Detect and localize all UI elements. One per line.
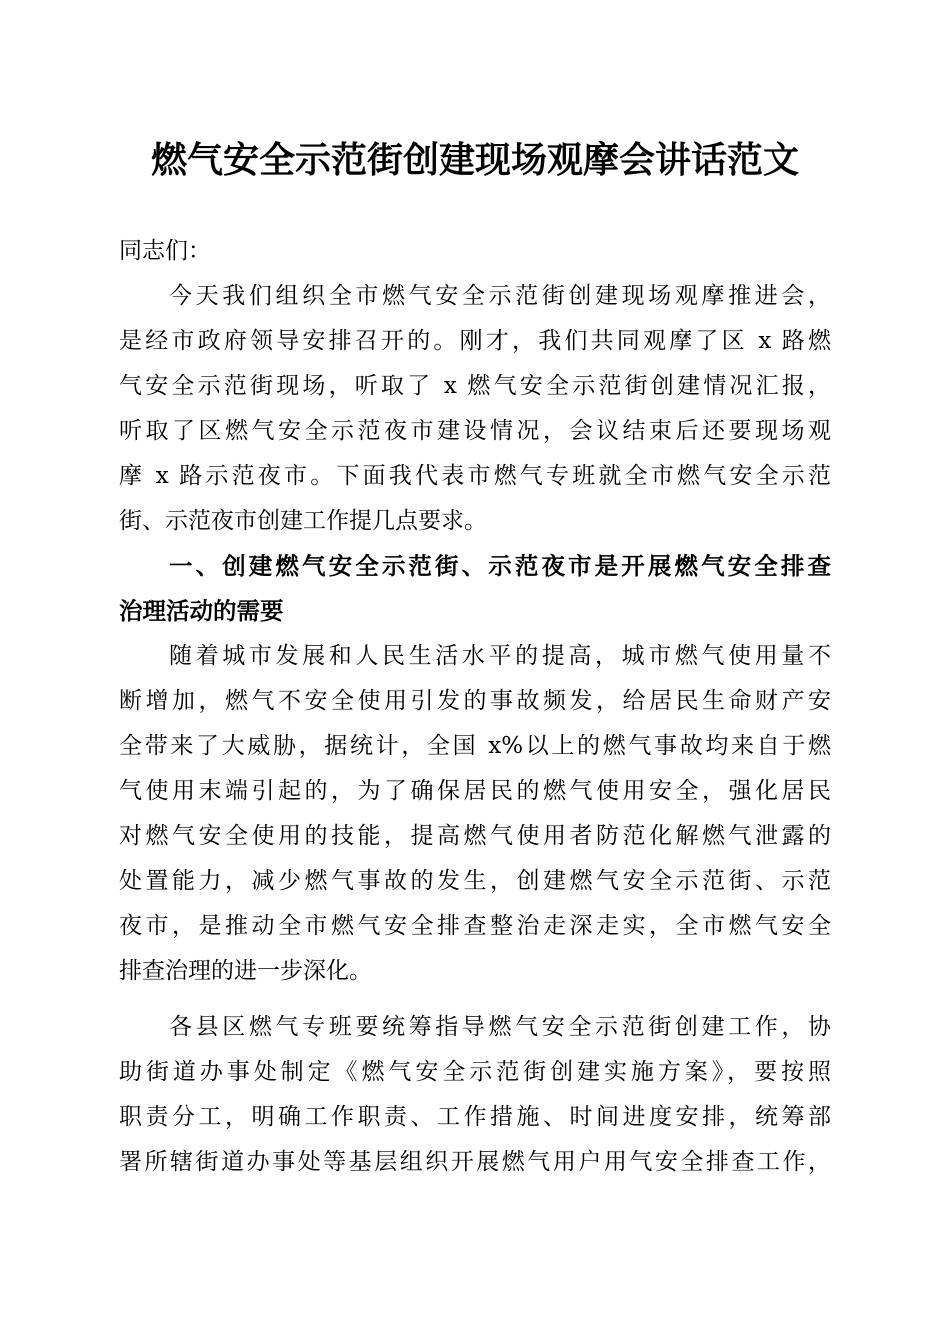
paragraph-line: 是经市政府领导安排召开的。刚才，我们共同观摩了区 x 路燃 (119, 328, 831, 354)
paragraph-line: 随着城市发展和人民生活水平的提高，城市燃气使用量不 (169, 643, 831, 669)
paragraph-1 (119, 274, 831, 544)
paragraph-line: 署所辖街道办事处等基层组织开展燃气用户用气安全排查工作， (119, 1149, 831, 1175)
paragraph-line: 排查治理的进一步深化。 (119, 958, 372, 984)
paragraph-line: 街、示范夜市创建工作提几点要求。 (119, 508, 487, 534)
heading-line: 一、创建燃气安全示范街、示范夜市是开展燃气安全排查 (169, 552, 831, 580)
paragraph-line: 摩 x 路示范夜市。下面我代表市燃气专班就全市燃气安全示范 (119, 463, 831, 489)
paragraph-line: 气使用末端引起的，为了确保居民的燃气使用安全，强化居民 (119, 778, 831, 804)
salutation: 同志们： (119, 238, 211, 264)
section-heading-1 (119, 544, 831, 634)
heading-line: 治理活动的需要 (119, 597, 284, 625)
paragraph-line: 职责分工，明确工作职责、工作措施、时间进度安排，统筹部 (119, 1104, 831, 1130)
document-title: 燃气安全示范街创建现场观摩会讲话范文 (150, 139, 799, 181)
document-body (119, 229, 831, 1185)
paragraph-line: 各县区燃气专班要统筹指导燃气安全示范街创建工作，协 (169, 1014, 831, 1040)
paragraph-line: 断增加，燃气不安全使用引发的事故频发，给居民生命财产安 (119, 688, 831, 714)
paragraph-line: 处置能力，减少燃气事故的发生，创建燃气安全示范街、示范 (119, 868, 831, 894)
paragraph-line: 听取了区燃气安全示范夜市建设情况，会议结束后还要现场观 (119, 418, 831, 444)
paragraph-2 (119, 634, 831, 994)
paragraph-line: 夜市，是推动全市燃气安全排查整治走深走实，全市燃气安全 (119, 913, 831, 939)
paragraph-gap (119, 994, 831, 1005)
paragraph-line: 全带来了大威胁，据统计，全国 x%以上的燃气事故均来自于燃 (119, 733, 831, 759)
paragraph-3 (119, 1005, 831, 1185)
paragraph-line: 对燃气安全使用的技能，提高燃气使用者防范化解燃气泄露的 (119, 823, 831, 849)
paragraph-line: 今天我们组织全市燃气安全示范街创建现场观摩推进会， (169, 283, 831, 309)
paragraph-line: 气安全示范街现场，听取了 x 燃气安全示范街创建情况汇报， (119, 373, 831, 399)
paragraph-line: 助街道办事处制定《燃气安全示范街创建实施方案》，要按照 (119, 1059, 831, 1085)
